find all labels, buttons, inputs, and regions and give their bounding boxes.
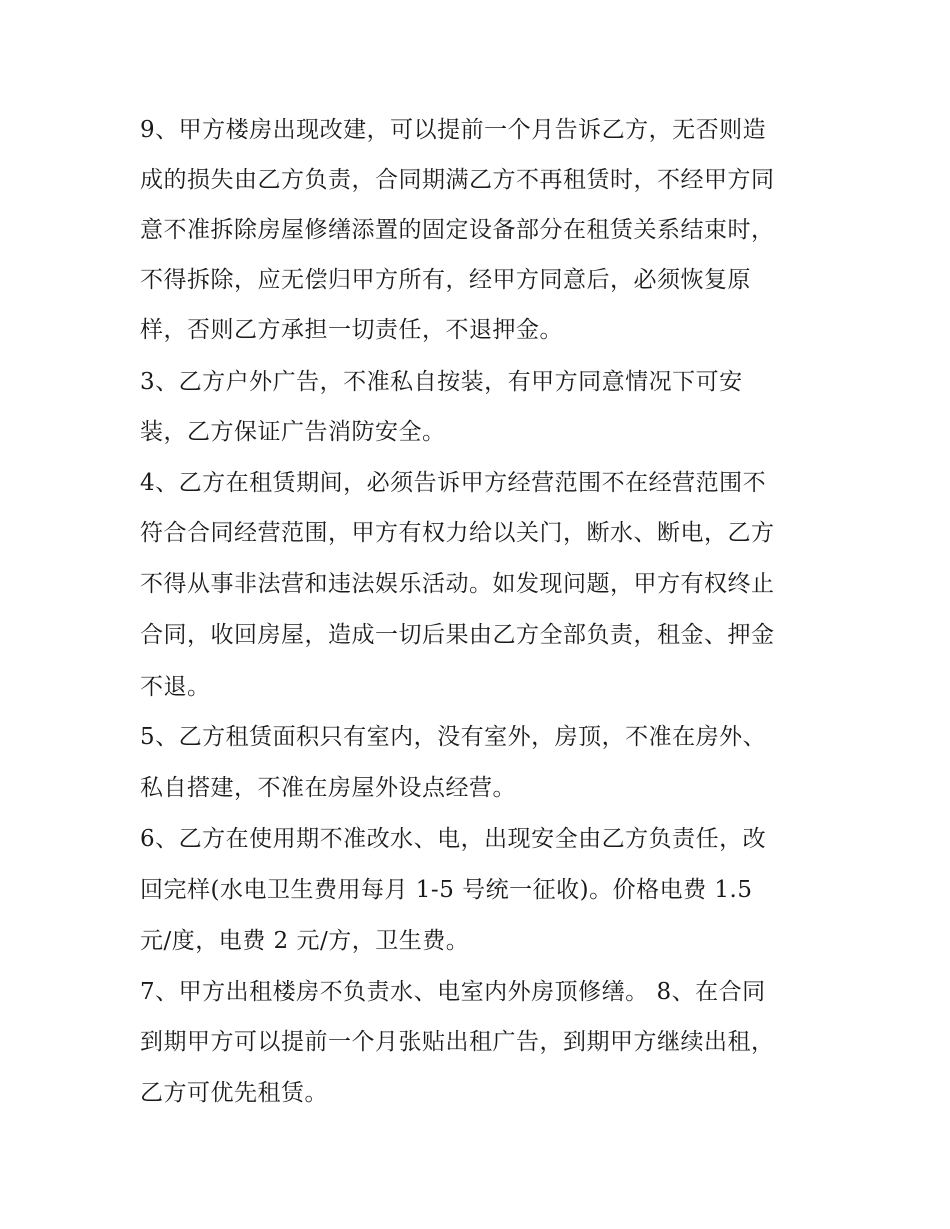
clause-3-line-2: 装，乙方保证广告消防安全。 xyxy=(140,419,446,445)
clause-4-line-5: 不退。 xyxy=(140,674,211,700)
clause-9-line-4: 不得拆除，应无偿归甲方所有，经甲方同意后，必须恢复原 xyxy=(140,267,751,293)
clause-8-line-3: 乙方可优先租赁。 xyxy=(140,1080,328,1106)
clause-6-line-2: 回完样(水电卫生费用每月 1-5 号统一征收)。价格电费 1.5 xyxy=(140,877,753,903)
clause-9-line-1: 9、甲方楼房出现改建，可以提前一个月告诉乙方，无否则造 xyxy=(140,117,767,143)
clause-6-line-3: 元/度，电费 2 元/方，卫生费。 xyxy=(140,928,470,954)
clause-5-line-2: 私自搭建，不准在房屋外设点经营。 xyxy=(140,775,516,801)
clause-4-line-2: 符合合同经营范围，甲方有权力给以关门，断水、断电，乙方 xyxy=(140,520,775,546)
clause-8-line-2: 到期甲方可以提前一个月张贴出租广告，到期甲方继续出租， xyxy=(140,1029,775,1055)
clause-4-line-4: 合同，收回房屋，造成一切后果由乙方全部负责，租金、押金 xyxy=(140,622,775,648)
clause-5-line-1: 5、乙方租赁面积只有室内，没有室外，房顶，不准在房外、 xyxy=(140,724,767,750)
clause-6-line-1: 6、乙方在使用期不准改水、电，出现安全由乙方负责任，改 xyxy=(140,826,767,852)
clause-9-line-2: 成的损失由乙方负责，合同期满乙方不再租赁时，不经甲方同 xyxy=(140,167,775,193)
clause-3-line-1: 3、乙方户外广告，不准私自按装，有甲方同意情况下可安 xyxy=(140,369,743,395)
clause-9-line-5: 样，否则乙方承担一切责任，不退押金。 xyxy=(140,317,563,343)
clause-4-line-3: 不得从事非法营和违法娱乐活动。如发现问题，甲方有权终止 xyxy=(140,571,775,597)
clause-9-line-3: 意不准拆除房屋修缮添置的固定设备部分在租赁关系结束时， xyxy=(140,217,775,243)
clause-7-8-line-1: 7、甲方出租楼房不负责水、电室内外房顶修缮。 8、在合同 xyxy=(140,979,766,1005)
clause-4-line-1: 4、乙方在租赁期间，必须告诉甲方经营范围不在经营范围不 xyxy=(140,470,767,496)
